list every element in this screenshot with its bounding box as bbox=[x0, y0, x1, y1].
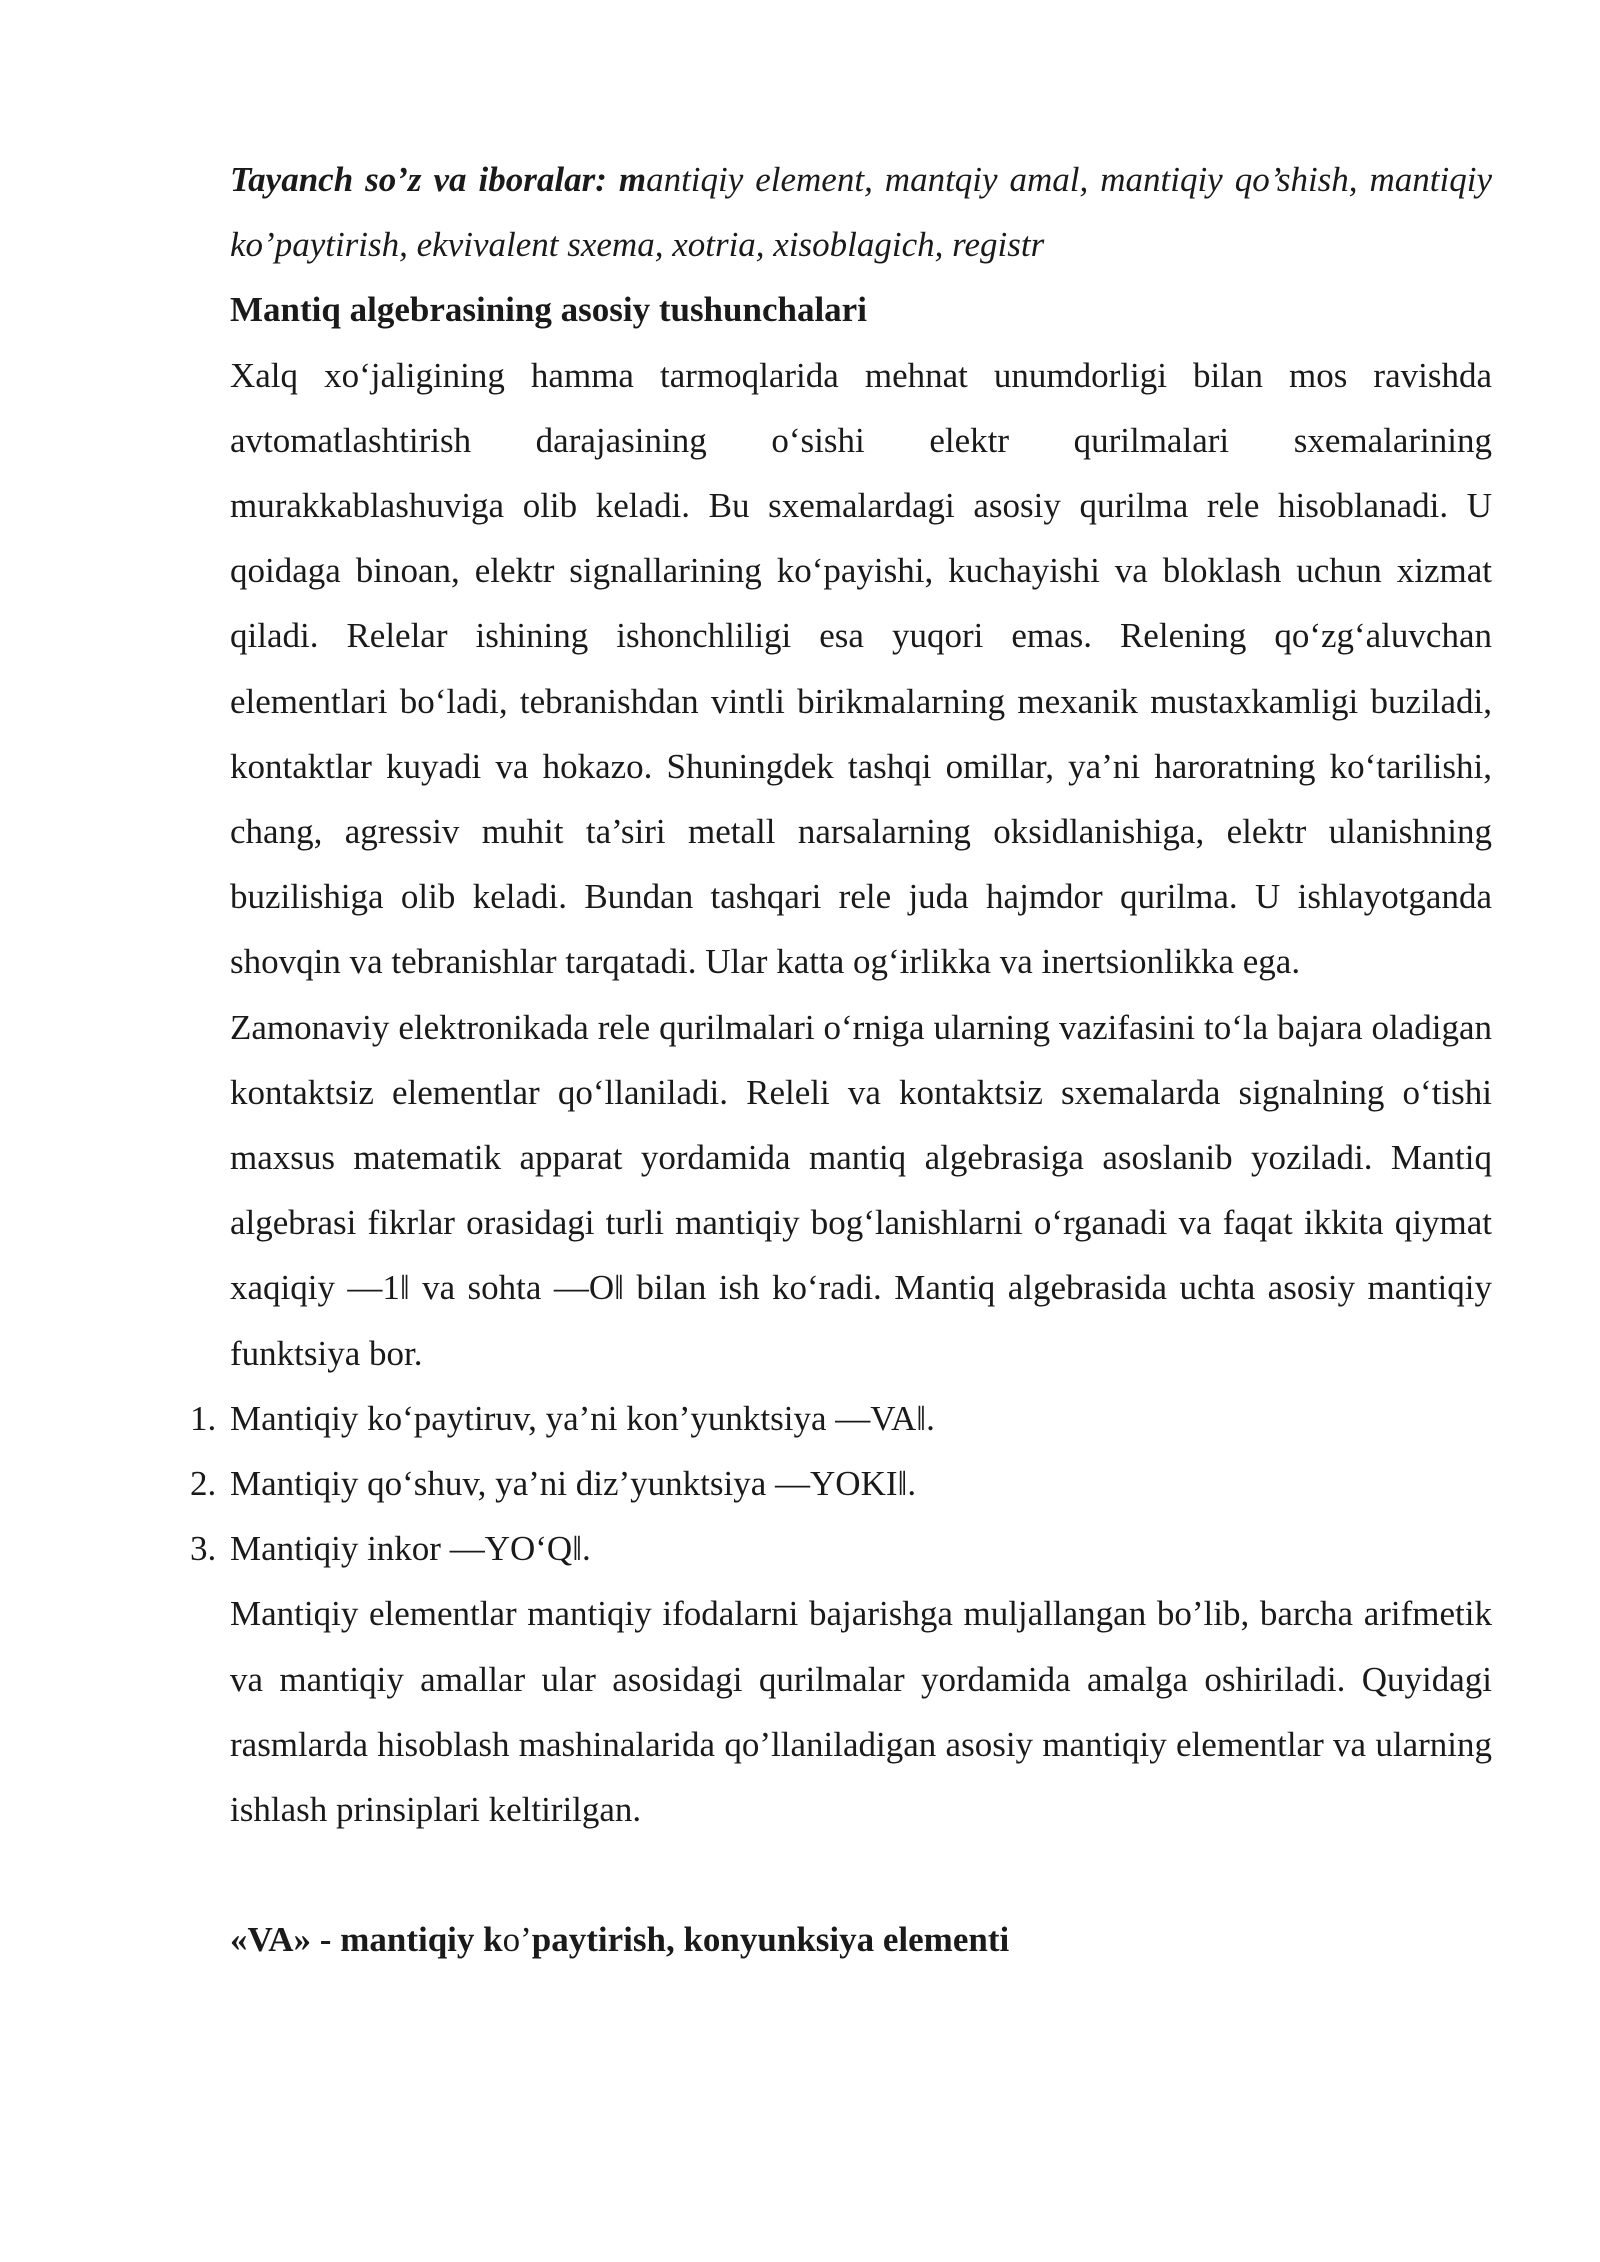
list-text: Mantiqiy qo‘shuv, ya’ni diz’yunktsiya ―YOKI‖. bbox=[230, 1464, 917, 1504]
list-number: 2. bbox=[190, 1464, 217, 1504]
paragraph-logic-algebra: Zamonaviy elektronikada rele qurilmalari o‘rniga ularning vazifasini to‘la bajara oladigan kontaktsiz elementlar qo‘llaniladi. Releli va kontaktsiz sxemalarda signalning o‘tishi maxsus matematik apparat yordamida mantiq algebrasiga asoslanib yoziladi. Mantiq algebrasi fikrlar orasidagi turli mantiqiy bog‘lanishlarni o‘rganadi va faqat ikkita qiymat xaqiqiy ―1‖ va sohta ―O‖ bilan ish ko‘radi. Mantiq algebrasida uchta asosiy mantiqiy funktsiya bor. bbox=[230, 1007, 1492, 1373]
heading-part: o’ bbox=[502, 1920, 532, 1960]
list-item bbox=[190, 1516, 1492, 1581]
list-item bbox=[190, 1451, 1492, 1516]
heading-part: paytirish, konyunksiya elementi bbox=[531, 1920, 1010, 1960]
keywords-paragraph bbox=[230, 147, 1492, 277]
keywords-label: Tayanch so’z va iboralar: m bbox=[230, 160, 647, 199]
subsection-heading bbox=[230, 1907, 1492, 1972]
keywords-text: antiqiy element, mantqiy amal, mantiqiy qo’shish, mantiqiy ko’paytirish, ekvivalent sxema, xotria, xisoblagich, registr bbox=[230, 160, 1493, 265]
section-title: Mantiq algebrasining asosiy tushunchalari bbox=[230, 290, 867, 330]
paragraph-logic-elements: Mantiqiy elementlar mantiqiy ifodalarni bajarishga muljallangan bo’lib, barcha arifmetik va mantiqiy amallar ular asosidagi qurilmalar yordamida amalga oshiriladi. Quyidagi rasmlarda hisoblash mashinalarida qo’llaniladigan asosiy mantiqiy elementlar va ularning ishlash prinsiplari keltirilgan. bbox=[230, 1594, 1492, 1830]
heading-part: «VA» - mantiqiy k bbox=[230, 1920, 503, 1960]
blank-line bbox=[230, 1842, 1492, 1907]
list-number: 3. bbox=[190, 1529, 217, 1569]
list-number: 1. bbox=[190, 1398, 217, 1438]
list-text: Mantiqiy ko‘paytiruv, ya’ni kon’yunktsiya ―VA‖. bbox=[230, 1398, 935, 1438]
list-text: Mantiqiy inkor ―YO‘Q‖. bbox=[230, 1529, 591, 1569]
list-item bbox=[190, 1386, 1492, 1451]
logic-functions-list bbox=[190, 1386, 1492, 1582]
paragraph-relay: Xalq xo‘jaligining hamma tarmoqlarida mehnat unumdorligi bilan mos ravishda avtomatlashtirish darajasining o‘sishi elektr qurilmalari sxemalarining murakkablashuviga olib keladi. Bu sxemalardagi asosiy qurilma rele hisoblanadi. U qoidaga binoan, elektr signallarining ko‘payishi, kuchayishi va bloklash uchun xizmat qiladi. Relelar ishining ishonchliligi esa yuqori emas. Relening qo‘zg‘aluvchan elementlari bo‘ladi, tebranishdan vintli birikmalarning mexanik mustaxkamligi buziladi, kontaktlar kuyadi va hokazo. Shuningdek tashqi omillar, ya’ni haroratning ko‘tarilishi, chang, agressiv muhit ta’siri metall narsalarning oksidlanishiga, elektr ulanishning buzilishiga olib keladi. Bundan tashqari rele juda hajmdor qurilma. U ishlayotganda shovqin va tebranishlar tarqatadi. Ular katta og‘irlikka va inertsionlikka ega. bbox=[230, 355, 1492, 982]
document-page bbox=[190, 147, 1493, 1973]
